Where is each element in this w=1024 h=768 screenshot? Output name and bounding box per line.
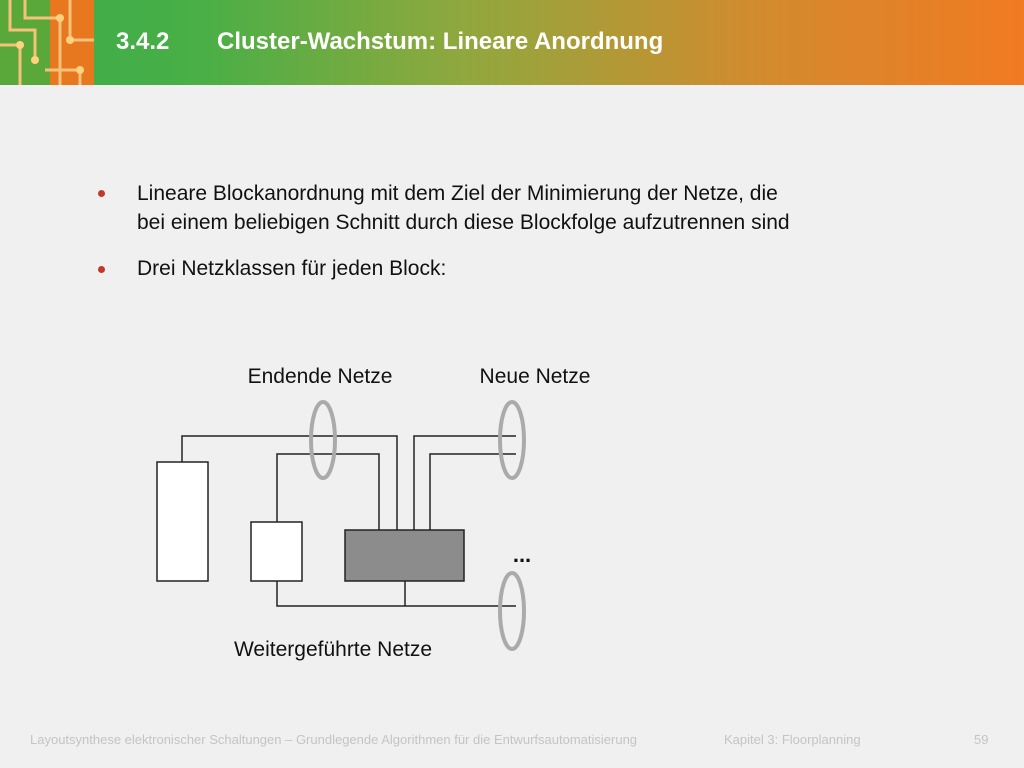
- bullet-1-line-1: Lineare Blockanordnung mit dem Ziel der Minimierung der Netze, die: [137, 182, 778, 205]
- slide-title: Cluster-Wachstum: Lineare Anordnung: [217, 28, 664, 55]
- bullet-1-line-2: bei einem beliebigen Schnitt durch diese Blockfolge aufzutrennen sind: [137, 211, 790, 234]
- ellipse-new-nets: [500, 402, 524, 478]
- footer-page-number: 59: [974, 732, 989, 747]
- bullet-2-line-1: Drei Netzklassen für jeden Block:: [137, 257, 447, 280]
- footer-chapter: Kapitel 3: Floorplanning: [724, 732, 861, 747]
- ellipse-ending-nets: [311, 402, 335, 478]
- footer-course: Layoutsynthese elektronischer Schaltungen – Grundlegende Algorithmen für die Entwurfsautomatisierung: [30, 732, 638, 747]
- label-new-nets: Neue Netze: [479, 365, 591, 388]
- ellipse-continued-nets: [500, 573, 524, 649]
- block-tall: [157, 462, 208, 581]
- ellipsis-label: ...: [512, 542, 532, 567]
- block-current-gray: [345, 530, 464, 581]
- section-number: 3.4.2: [116, 28, 170, 55]
- label-ending-nets: Endende Netze: [247, 365, 393, 388]
- label-continued-nets: Weitergeführte Netze: [233, 638, 433, 661]
- block-small: [251, 522, 302, 581]
